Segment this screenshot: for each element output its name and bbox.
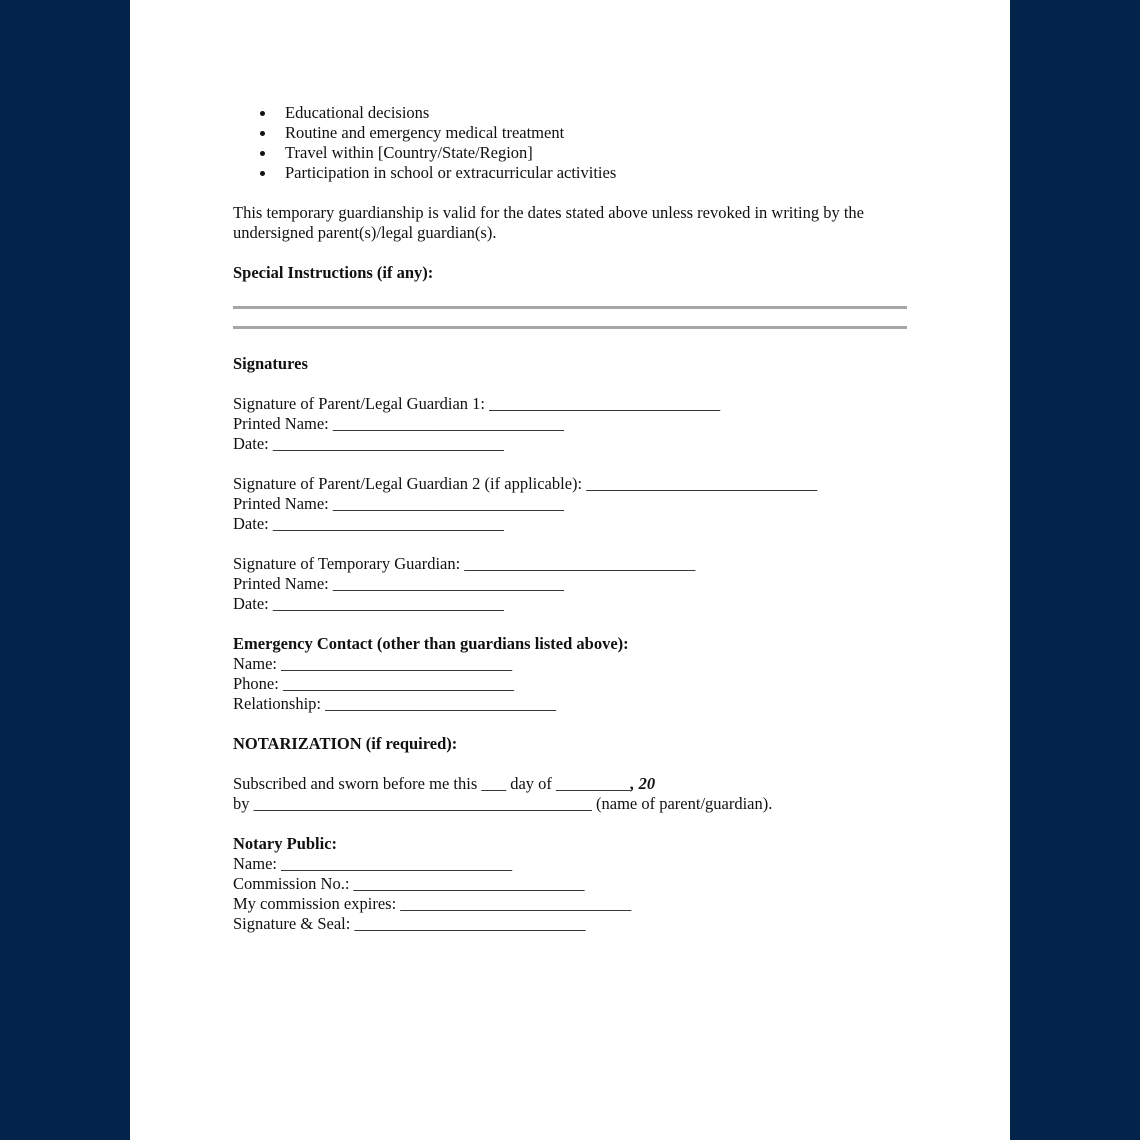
notary-commission-field: Commission No.: ____________________________	[233, 874, 585, 893]
by-line: by _________________________________________ (name of parent/guardian).	[233, 794, 773, 813]
list-item	[233, 163, 907, 183]
list-item-text: Travel within [Country/State/Region]	[285, 143, 533, 162]
special-instructions-heading: Special Instructions (if any):	[233, 263, 434, 282]
list-item-text: Routine and emergency medical treatment	[285, 123, 565, 142]
temporary-guardian-signature-field: Signature of Temporary Guardian: ____________________________	[233, 554, 696, 573]
guardian2-printed-name-field: Printed Name: ____________________________	[233, 494, 564, 513]
signatures-heading: Signatures	[233, 354, 308, 373]
bullet-icon	[260, 151, 265, 156]
guardian2-date-field: Date: ____________________________	[233, 514, 504, 533]
list-item	[233, 143, 907, 163]
validity-paragraph: This temporary guardianship is valid for the dates stated above unless revoked in writing by the undersigned parent(s)/legal guardian(s).	[233, 203, 864, 242]
notary-heading: Notary Public:	[233, 834, 338, 853]
list-item-text: Participation in school or extracurricular activities	[285, 163, 617, 182]
document-page	[130, 0, 1010, 1140]
authority-list	[233, 103, 907, 183]
guardian1-date-field: Date: ____________________________	[233, 434, 504, 453]
guardian1-printed-name-field: Printed Name: ____________________________	[233, 414, 564, 433]
list-item	[233, 123, 907, 143]
bullet-icon	[260, 171, 265, 176]
temporary-guardian-printed-name-field: Printed Name: ____________________________	[233, 574, 564, 593]
list-item-text: Educational decisions	[285, 103, 430, 122]
emergency-contact-heading: Emergency Contact (other than guardians listed above):	[233, 634, 629, 653]
list-item	[233, 103, 907, 123]
sworn-line	[233, 774, 907, 794]
notarization-heading: NOTARIZATION (if required):	[233, 734, 458, 753]
emergency-phone-field: Phone: ____________________________	[233, 674, 514, 693]
guardian2-signature-field: Signature of Parent/Legal Guardian 2 (if applicable): ____________________________	[233, 474, 818, 493]
notary-name-field: Name: ____________________________	[233, 854, 513, 873]
notary-expires-field: My commission expires: ____________________________	[233, 894, 632, 913]
emergency-name-field: Name: ____________________________	[233, 654, 513, 673]
guardian1-signature-field: Signature of Parent/Legal Guardian 1: ____________________________	[233, 394, 721, 413]
sworn-year: , 20	[630, 774, 656, 793]
sworn-text: Subscribed and sworn before me this ___ day of _________	[233, 774, 631, 793]
temporary-guardian-date-field: Date: ____________________________	[233, 594, 504, 613]
notary-signature-seal-field: Signature & Seal: ____________________________	[233, 914, 586, 933]
emergency-relationship-field: Relationship: ____________________________	[233, 694, 557, 713]
bullet-icon	[260, 131, 265, 136]
bullet-icon	[260, 111, 265, 116]
document-content	[233, 103, 907, 934]
